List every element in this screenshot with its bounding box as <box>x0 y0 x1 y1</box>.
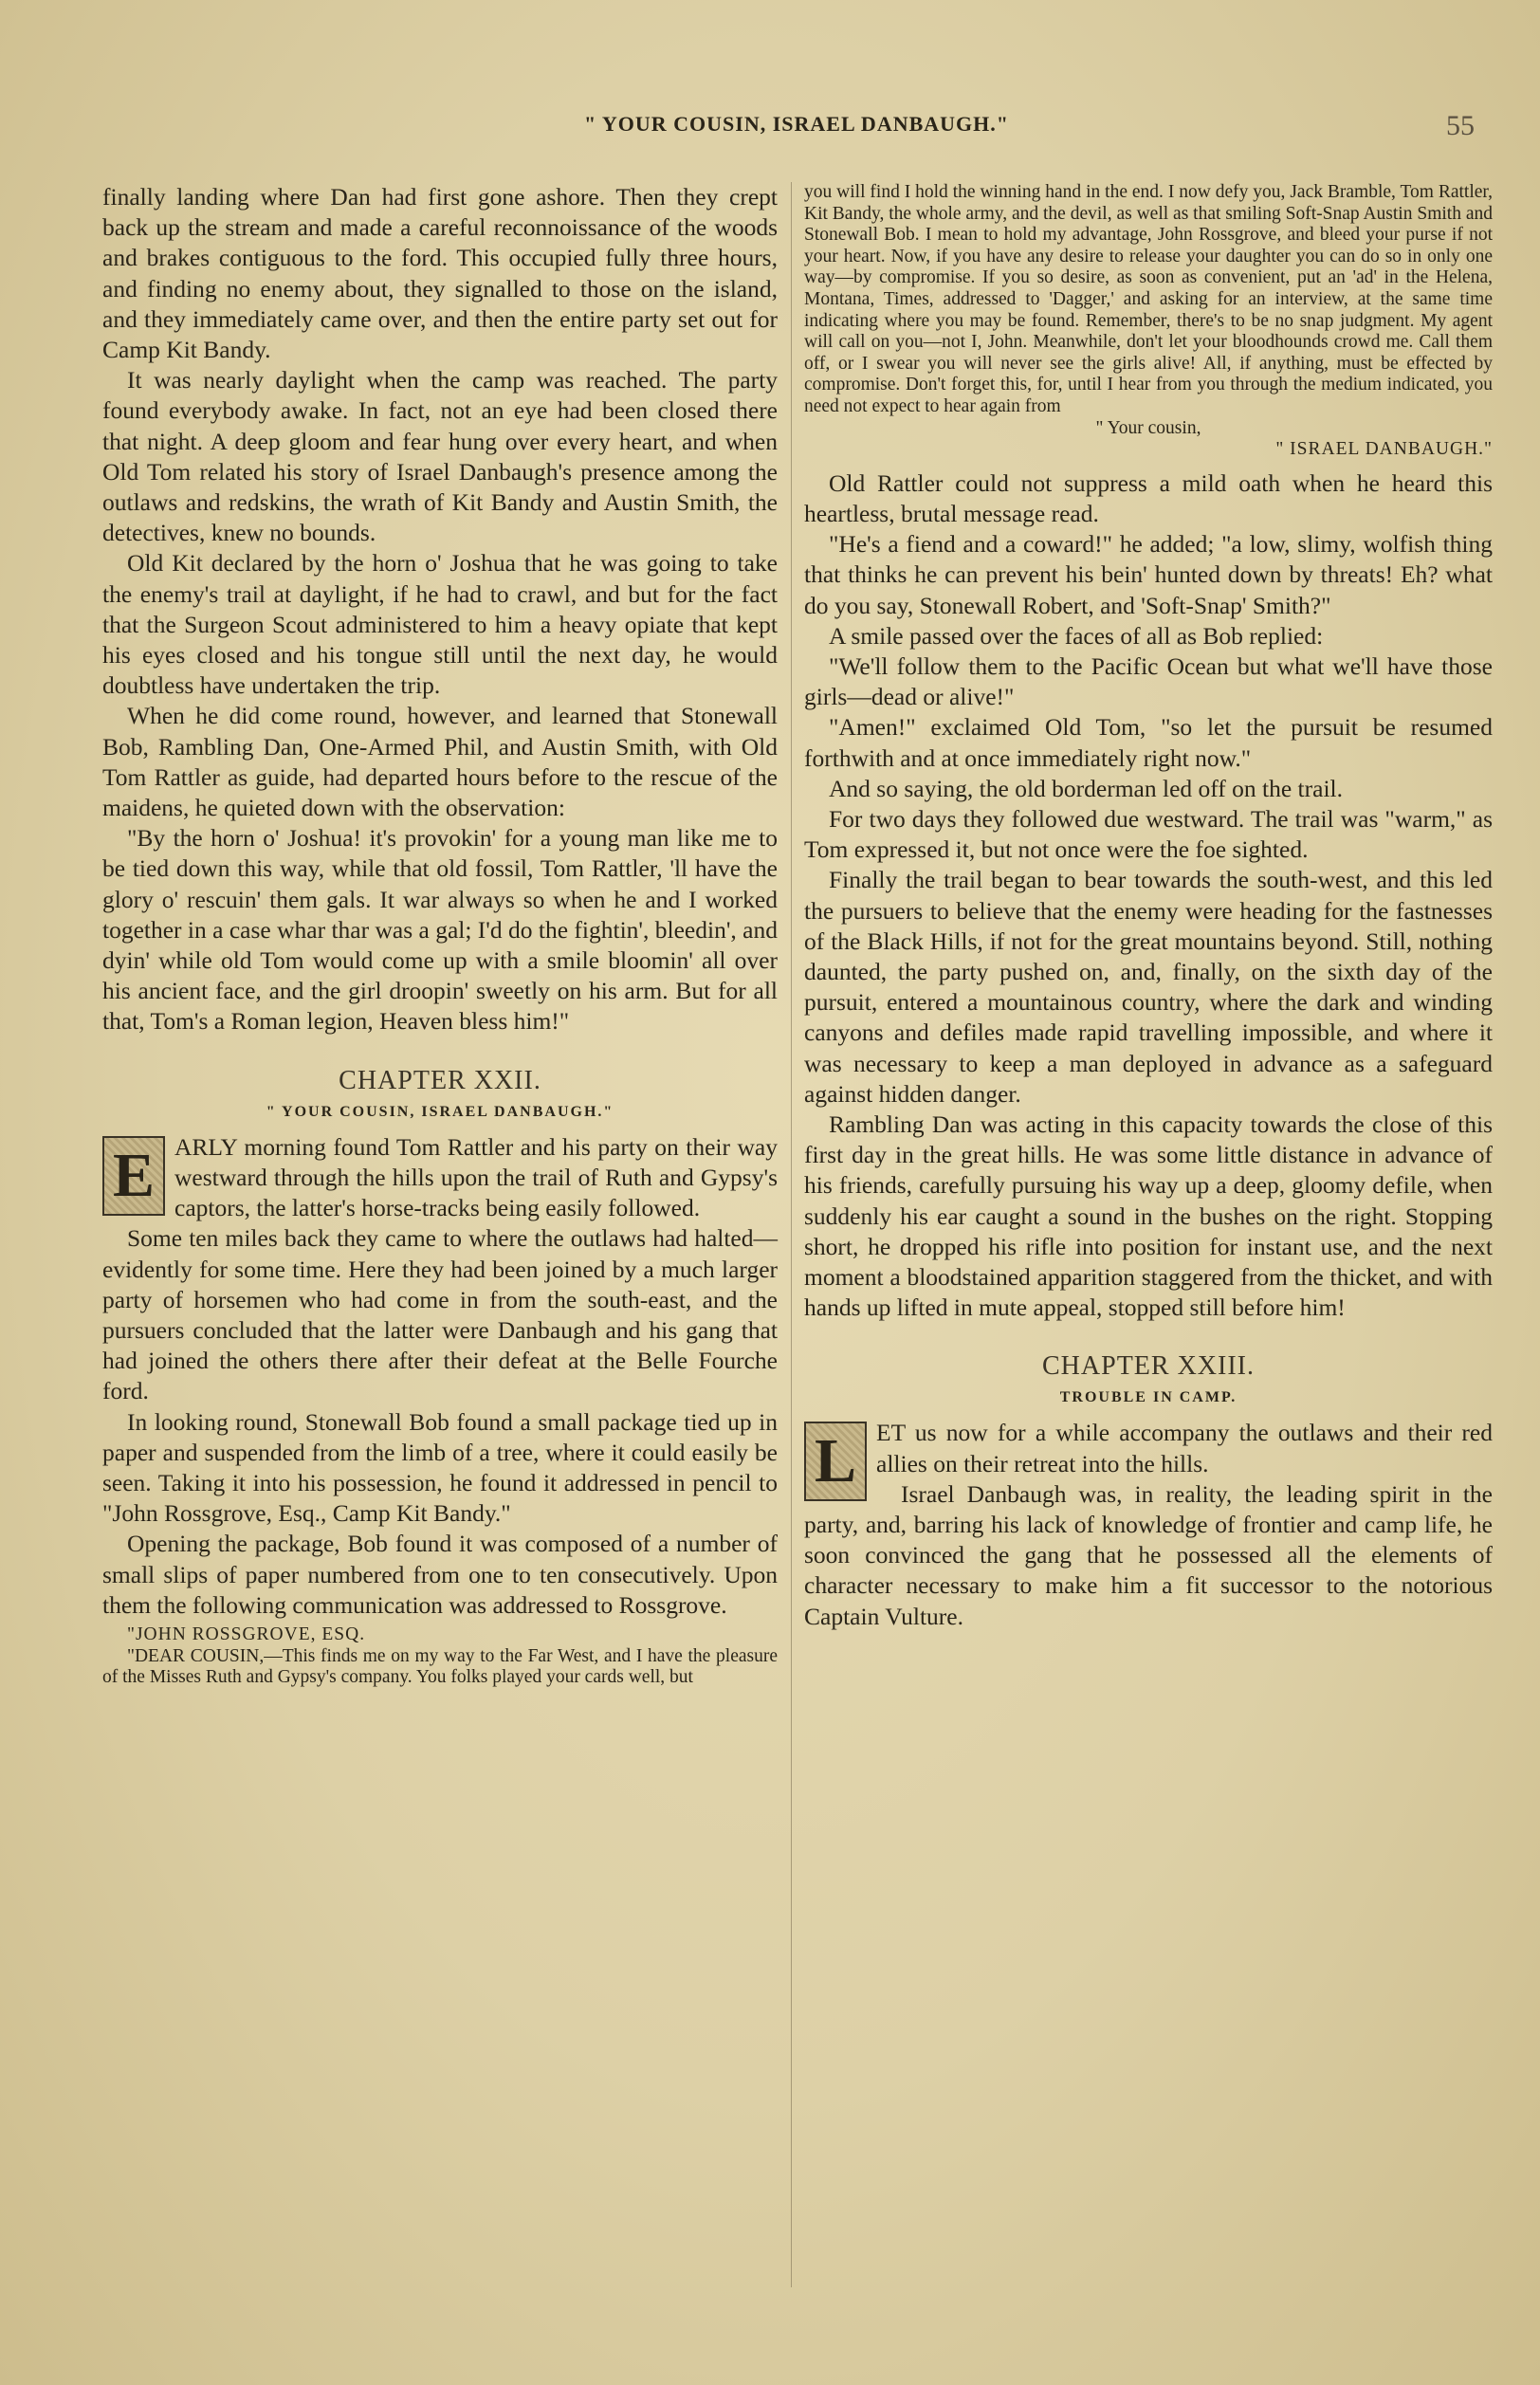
page-number: 55 <box>1446 110 1475 141</box>
letter-signature: " ISRAEL DANBAUGH." <box>1275 439 1493 460</box>
letter-close: " Your cousin, <box>1095 417 1201 438</box>
paragraph: A smile passed over the faces of all as Bob replied: <box>829 621 1324 650</box>
chapter-opening <box>804 1418 1493 1496</box>
drop-cap: E <box>102 1136 165 1216</box>
paragraph: Israel Danbaugh was, in reality, the leading spirit in the party, and, barring his lack of knowledge of frontier and camp life, he soon convinced the gang that he possessed all the elements of character necessary to make him a fit successor to the notorious Captain Vulture. <box>804 1479 1493 1630</box>
left-column <box>102 182 778 1689</box>
paragraph: ET us now for a while accompany the outlaws and their red allies on their retreat into the hills. <box>876 1419 1493 1477</box>
paragraph: Old Kit declared by the horn o' Joshua that he was going to take the enemy's trail at daylight, if he had to crawl, and but for the fact that the Surgeon Scout administered to him a heavy opiate that kept his eyes closed and his tongue still until the next day, he would doubtless have undertaken the trip. <box>102 549 778 700</box>
right-column <box>804 182 1493 1632</box>
letter-text: "DEAR COUSIN,—This finds me on my way to the Far West, and I have the pleasure of the Misses Ruth and Gypsy's company. You folks played your cards well, but <box>102 1645 778 1688</box>
paragraph: "We'll follow them to the Pacific Ocean but what we'll have those girls—dead or alive!" <box>804 651 1493 711</box>
column-divider <box>791 182 792 2287</box>
paragraph: ARLY morning found Tom Rattler and his party on their way westward through the hills upon the trail of Ruth and Gypsy's captors, the latter's horse-tracks being easily followed. <box>174 1132 778 1222</box>
chapter-title: CHAPTER XXII. <box>339 1065 541 1095</box>
paragraph: And so saying, the old borderman led off on the trail. <box>829 774 1343 802</box>
paragraph: Rambling Dan was acting in this capacity towards the close of this first day in the great hills. He was some little distance in advance of his friends, carefully pursuing his way up a deep, gloomy defile, when suddenly his ear caught a sound in the bushes on the right. Stopping short, he dropped his rifle into position for instant use, and the next moment a bloodstained apparition staggered from the thicket, and with hands up lifted in mute appeal, stopped still before him! <box>804 1110 1493 1322</box>
running-head: " YOUR COUSIN, ISRAEL DANBAUGH." <box>583 112 1009 136</box>
paragraph: When he did come round, however, and learned that Stonewall Bob, Rambling Dan, One-Armed Phil, and Austin Smith, with Old Tom Rattler as guide, had departed hours before to the rescue of the maidens, he quieted down with the observation: <box>102 702 778 822</box>
paragraph: "He's a fiend and a coward!" he added; "a low, slimy, wolfish thing that thinks he can prevent his bein' hunted down by threats! Eh? what do you say, Stonewall Robert, and 'Soft-Snap' Smith?" <box>804 530 1493 619</box>
chapter-subtitle: " YOUR COUSIN, ISRAEL DANBAUGH." <box>266 1103 614 1120</box>
drop-cap: L <box>804 1422 867 1501</box>
paragraph: Some ten miles back they came to where the outlaws had halted—evidently for some time. Here they had been joined by a much larger party of horsemen who had come in from the south-east, and the pursuers concluded that the latter were Danbaugh and his gang that had joined the others there after their defeat at the Belle Fourche ford. <box>102 1224 778 1405</box>
paragraph: Old Rattler could not suppress a mild oath when he heard this heartless, brutal message read. <box>804 468 1493 527</box>
paragraph: Opening the package, Bob found it was composed of a number of small slips of paper numbered from one to ten consecutively. Upon them the following communication was addressed to Rossgrove. <box>102 1530 778 1619</box>
paragraph: For two days they followed due westward. The trail was "warm," as Tom expressed it, but not once were the foe sighted. <box>804 804 1493 864</box>
chapter-subtitle: TROUBLE IN CAMP. <box>1059 1389 1238 1406</box>
paragraph: "By the horn o' Joshua! it's provokin' for a young man like me to be tied down this way, while that old fossil, Tom Rattler, 'll have the glory o' rescuin' them gals. It war always so when he and I worked together in a case whar thar was a gal; I'd do the fightin', bleedin', and dyin' while old Tom would come up with a smile bloomin' all over his ancient face, and the girl droopin' sweetly on his arm. But for all that, Tom's a Roman legion, Heaven bless him!" <box>102 824 778 1036</box>
paragraph: In looking round, Stonewall Bob found a small package tied up in paper and suspended from the limb of a tree, where it could easily be seen. Taking it into his possession, he found it addressed in pencil to "John Rossgrove, Esq., Camp Kit Bandy." <box>102 1407 778 1528</box>
paragraph: Finally the trail began to bear towards the south-west, and this led the pursuers to believe that the enemy were heading for the fastnesses of the Black Hills, if not for the great mountains beyond. Still, nothing daunted, the party pushed on, and, finally, on the sixth day of the pursuit, entered a mountainous country, where the dark and winding canyons and defiles made rapid travelling impossible, and where it was necessary to keep a man deployed in advance as a safeguard against hidden danger. <box>804 866 1493 1108</box>
chapter-opening <box>102 1132 778 1224</box>
chapter-title: CHAPTER XXIII. <box>1042 1351 1255 1382</box>
paragraph: It was nearly daylight when the camp was reached. The party found everybody awake. In fact, not an eye had been closed there that night. A deep gloom and fear hung over every heart, and when Old Tom related his story of Israel Danbaugh's presence among the outlaws and redskins, the wrath of Kit Bandy and Austin Smith, the detectives, knew no bounds. <box>102 366 778 547</box>
paragraph: "Amen!" exclaimed Old Tom, "so let the pursuit be resumed forthwith and at once immediately right now." <box>804 713 1493 772</box>
letter-continuation <box>804 182 1493 461</box>
paragraph: finally landing where Dan had first gone ashore. Then they crept back up the stream and made a careful reconnoissance of the woods and brakes contiguous to the ford. This occupied fully three hours, and finding no enemy about, they signalled to those on the island, and they immediately came over, and then the entire party set out for Camp Kit Bandy. <box>102 183 778 364</box>
letter-text: you will find I hold the winning hand in the end. I now defy you, Jack Bramble, Tom Rattler, Kit Bandy, the whole army, and the devil, as well as that smiling Soft-Snap Austin Smith and Stonewall Bob. I mean to hold my advantage, John Rossgrove, and bleed your purse if not your heart. Now, if you have any desire to release your daughter you can do so in only one way—by compromise. If you so desire, as soon as convenient, put an 'ad' in the Helena, Montana, Times, addressed to 'Dagger,' and asking for an interview, at the same time indicating where you may be found. Remember, there's to be no snap judgment. My agent will call on you—not I, John. Meanwhile, don't let your bloodhounds crowd me. Call them off, or I swear you will never see the girls alive! All, if anything, must be effected by compromise. Don't forget this, for, until I hear from you through the medium indicated, you need not expect to hear again from <box>804 182 1493 416</box>
letter-salutation: "JOHN ROSSGROVE, ESQ. <box>127 1624 366 1644</box>
